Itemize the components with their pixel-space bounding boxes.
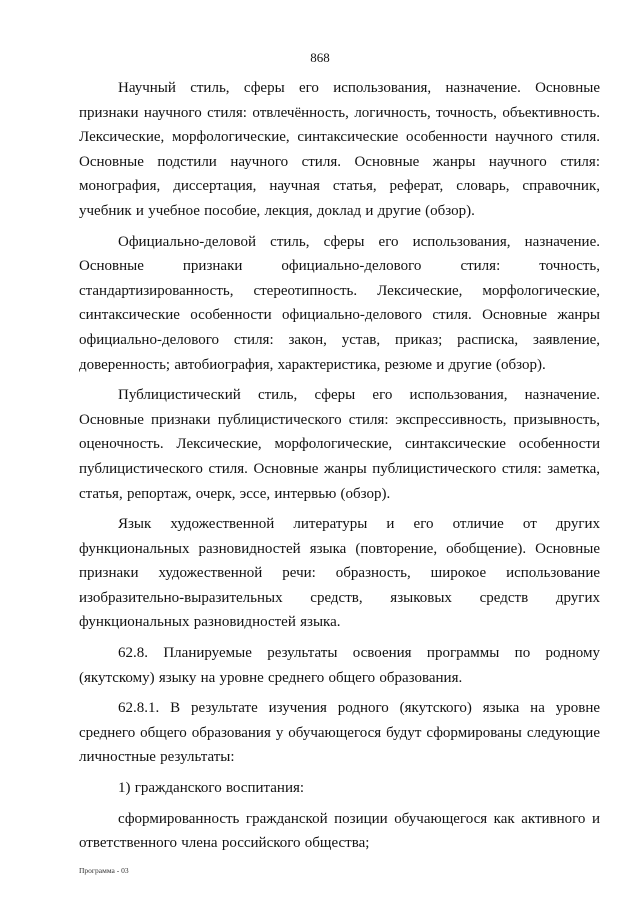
footer-program-label: Программа - 03 (79, 866, 129, 875)
paragraph-official-business-style: Официально-деловой стиль, сферы его использования, назначение. Основные признаки официально-делового стиля: точность, стандартизированность, стереотипность. Лексические, морфологические, синтаксические особенности официально-делового стиля. Основные жанры официально-делового стиля: закон, устав, приказ; расписка, заявление, доверенность; автобиография, характеристика, резюме и другие (обзор). (79, 233, 600, 373)
paragraph-fiction-language: Язык художественной литературы и его отличие от других функциональных разновидностей языка (повторение, обобщение). Основные признаки художественной речи: образность, широкое использование изобразительно-выразительных средств, языковых средств других функциональных разновидностей языка. (79, 516, 600, 631)
paragraph-scientific-style: Научный стиль, сферы его использования, назначение. Основные признаки научного стиля: отвлечённость, логичность, точность, объективность. Лексические, морфологические, синтаксические особенности научного стиля. Основные подстили научного стиля. Основные жанры научного стиля: монография, диссертация, научная статья, реферат, словарь, справочник, учебник и учебное пособие, лекция, доклад и другие (обзор). (79, 80, 600, 219)
paragraph-section-62-8-1: 62.8.1. В результате изучения родного (якутского) языка на уровне среднего общего образования у обучающегося будут сформированы следующие личностные результаты: (79, 700, 600, 766)
page-number: 868 (310, 50, 330, 65)
page-content (79, 76, 600, 862)
paragraph-journalistic-style: Публицистический стиль, сферы его использования, назначение. Основные признаки публицистического стиля: экспрессивность, призывность, оценочность. Лексические, морфологические, синтаксические особенности публицистического стиля. Основные жанры публицистического стиля: заметка, статья, репортаж, очерк, эссе, интервью (обзор). (79, 387, 600, 502)
paragraph-section-62-8: 62.8. Планируемые результаты освоения программы по родному (якутскому) языку на уровне среднего общего образования. (79, 645, 600, 686)
paragraph-civic-position: сформированность гражданской позиции обучающегося как активного и ответственного члена российского общества; (79, 810, 600, 852)
paragraph-civic-education: 1) гражданского воспитания: (118, 780, 305, 797)
